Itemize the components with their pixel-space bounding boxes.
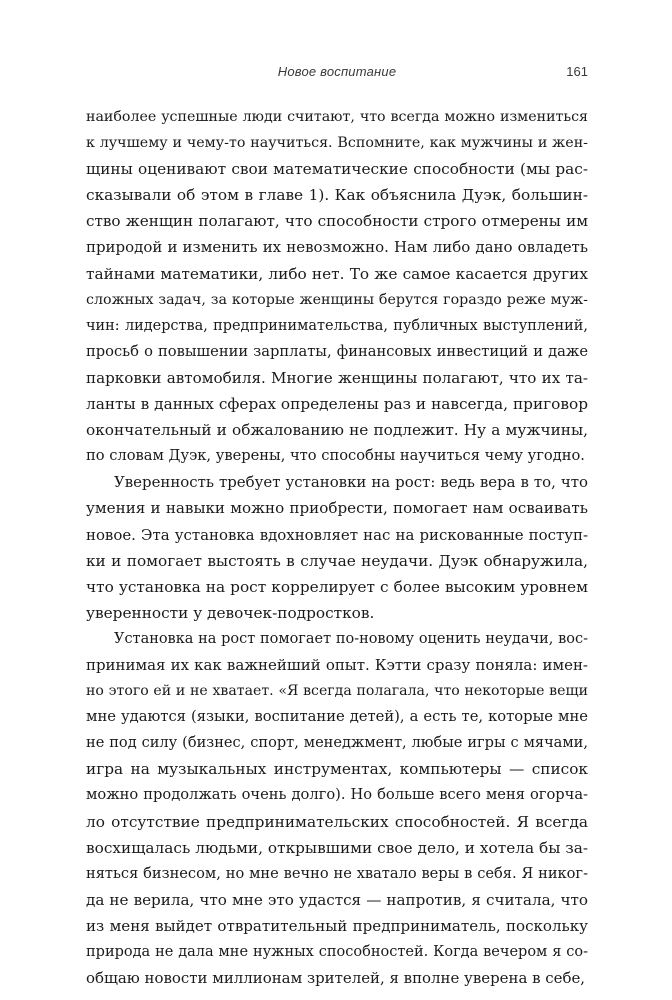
text-line: парковки автомобиля. Многие женщины полагают, что их та-: [86, 368, 588, 387]
text-line: природой и изменить их невозможно. Нам либо дано овладеть: [86, 238, 588, 257]
text-line: к лучшему и чему-то научиться. Вспомните, как мужчины и жен-: [86, 135, 588, 152]
text-line: тайнами математики, либо нет. То же самое касается других: [86, 264, 588, 283]
text-line: щины оценивают свои математические способности (мы рас-: [86, 160, 588, 179]
text-line: природа не дала мне нужных способностей. Когда вечером я со-: [86, 944, 588, 960]
paragraph: [86, 469, 588, 626]
page-number: 161: [566, 64, 588, 79]
paragraph: [86, 626, 588, 991]
text-line: ланты в данных сферах определены раз и навсегда, приговор: [86, 395, 588, 414]
text-line: восхищалась людьми, открывшими свое дело, и хотела бы за-: [86, 838, 588, 857]
text-line: сказывали об этом в главе 1). Как объяснила Дуэк, большин-: [86, 186, 588, 205]
running-title: Новое воспитание: [277, 64, 397, 79]
text-line: умения и навыки можно приобрести, помогает нам осваивать: [86, 499, 588, 518]
body-text: [86, 104, 588, 991]
text-line: из меня выйдет отвратительный предприниматель, поскольку: [86, 916, 588, 935]
text-line: новое. Эта установка вдохновляет нас на рискованные поступ-: [86, 525, 588, 544]
text-line: игра на музыкальных инструментах, компьютеры — список: [86, 760, 588, 779]
text-line: мне удаются (языки, воспитание детей), а есть те, которые мне: [86, 708, 588, 726]
text-line: няться бизнесом, но мне вечно не хватало веры в себя. Я никог-: [86, 864, 588, 882]
text-line: по словам Дуэк, уверены, что способны научиться чему угодно.: [86, 447, 585, 465]
text-line: общаю новости миллионам зрителей, я вполне уверена в себе,: [86, 969, 586, 988]
text-line: окончательный и обжалованию не подлежит. Ну а мужчины,: [86, 421, 588, 440]
text-line: можно продолжать очень долго). Но больше всего меня огорча-: [86, 786, 588, 804]
text-line: чин: лидерства, предпринимательства, публичных выступлений,: [86, 317, 588, 334]
text-line: уверенности у девочек-подростков.: [86, 603, 375, 622]
text-line: сложных задач, за которые женщины берутся гораздо реже муж-: [86, 291, 588, 308]
text-line: наиболее успешные люди считают, что всегда можно измениться: [86, 109, 588, 125]
text-line: Уверенность требует установки на рост: ведь вера в то, что: [114, 473, 588, 492]
text-line: Установка на рост помогает по-новому оценить неудачи, вос-: [114, 630, 588, 647]
text-line: принимая их как важнейший опыт. Кэтти сразу поняла: имен-: [86, 655, 588, 674]
paragraph: [86, 104, 588, 469]
text-line: просьб о повышении зарплаты, финансовых инвестиций и даже: [86, 342, 588, 360]
text-line: ло отсутствие предпринимательских способностей. Я всегда: [86, 812, 588, 831]
text-line: что установка на рост коррелирует с более высоким уровнем: [86, 577, 588, 596]
text-line: ство женщин полагают, что способности строго отмерены им: [86, 212, 588, 231]
running-header: [86, 64, 588, 84]
text-line: ки и помогает выстоять в случае неудачи. Дуэк обнаружила,: [86, 551, 588, 570]
text-line: не под силу (бизнес, спорт, менеджмент, любые игры с мячами,: [86, 734, 588, 752]
text-line: но этого ей и не хватает. «Я всегда полагала, что некоторые вещи: [86, 683, 588, 700]
text-line: да не верила, что мне это удастся — напротив, я считала, что: [86, 890, 588, 909]
